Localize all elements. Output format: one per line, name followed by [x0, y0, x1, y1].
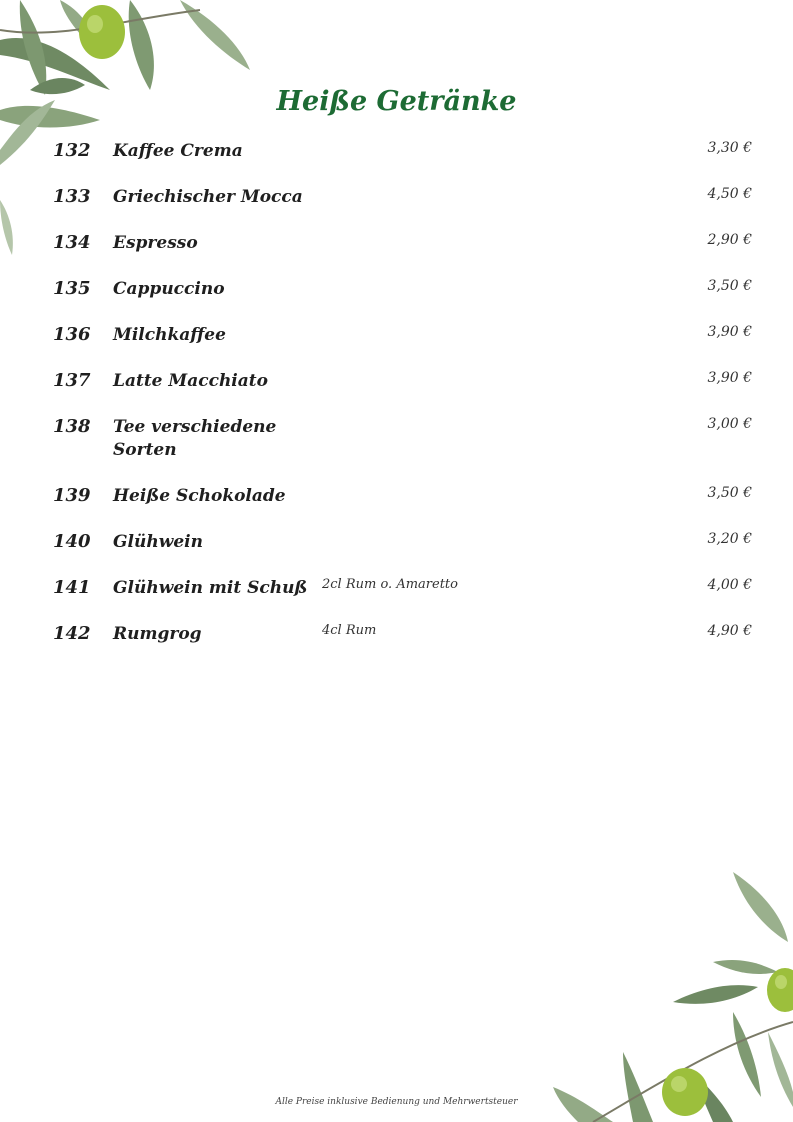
menu-item [0, 276, 793, 322]
item-name: Tee verschiedene Sorten [113, 417, 277, 460]
item-note: 4cl Rum [322, 623, 377, 638]
item-number: 141 [53, 577, 91, 598]
item-number: 138 [53, 416, 91, 437]
menu-list [0, 138, 793, 667]
item-price: 3,20 € [707, 531, 752, 547]
item-price: 2,90 € [707, 232, 752, 248]
item-name: Kaffee Crema [113, 141, 243, 161]
item-price: 3,90 € [707, 324, 752, 340]
item-number: 140 [53, 531, 91, 552]
item-price: 3,30 € [707, 140, 752, 156]
menu-item [0, 184, 793, 230]
item-name: Glühwein mit Schuß [113, 578, 308, 598]
menu-item [0, 483, 793, 529]
item-price: 4,90 € [707, 623, 752, 639]
menu-item [0, 414, 793, 483]
menu-item [0, 230, 793, 276]
item-price: 3,50 € [707, 485, 752, 501]
menu-item [0, 368, 793, 414]
item-name: Heiße Schokolade [113, 486, 286, 506]
menu-item [0, 529, 793, 575]
item-number: 136 [53, 324, 91, 345]
item-name: Latte Macchiato [113, 371, 268, 391]
menu-item [0, 138, 793, 184]
item-name: Cappuccino [113, 279, 225, 299]
menu-item [0, 575, 793, 621]
item-name: Griechischer Mocca [113, 187, 303, 207]
item-price: 4,50 € [707, 186, 752, 202]
item-number: 142 [53, 623, 91, 644]
menu-item [0, 621, 793, 667]
item-note: 2cl Rum o. Amaretto [322, 577, 458, 592]
item-name: Rumgrog [113, 624, 202, 644]
item-price: 3,90 € [707, 370, 752, 386]
menu-item [0, 322, 793, 368]
item-price: 4,00 € [707, 577, 752, 593]
item-number: 134 [53, 232, 91, 253]
item-name: Espresso [113, 233, 198, 253]
item-name: Glühwein [113, 532, 203, 552]
page-title: Heiße Getränke [276, 86, 517, 117]
item-number: 132 [53, 140, 91, 161]
item-number: 139 [53, 485, 91, 506]
item-price: 3,00 € [707, 416, 752, 432]
item-price: 3,50 € [707, 278, 752, 294]
price-footnote: Alle Preise inklusive Bedienung und Mehrwertsteuer [275, 1097, 518, 1107]
item-name: Milchkaffee [113, 325, 226, 345]
item-number: 137 [53, 370, 91, 391]
item-number: 133 [53, 186, 91, 207]
olive-branch-bottom-right-icon [533, 872, 793, 1122]
item-number: 135 [53, 278, 91, 299]
